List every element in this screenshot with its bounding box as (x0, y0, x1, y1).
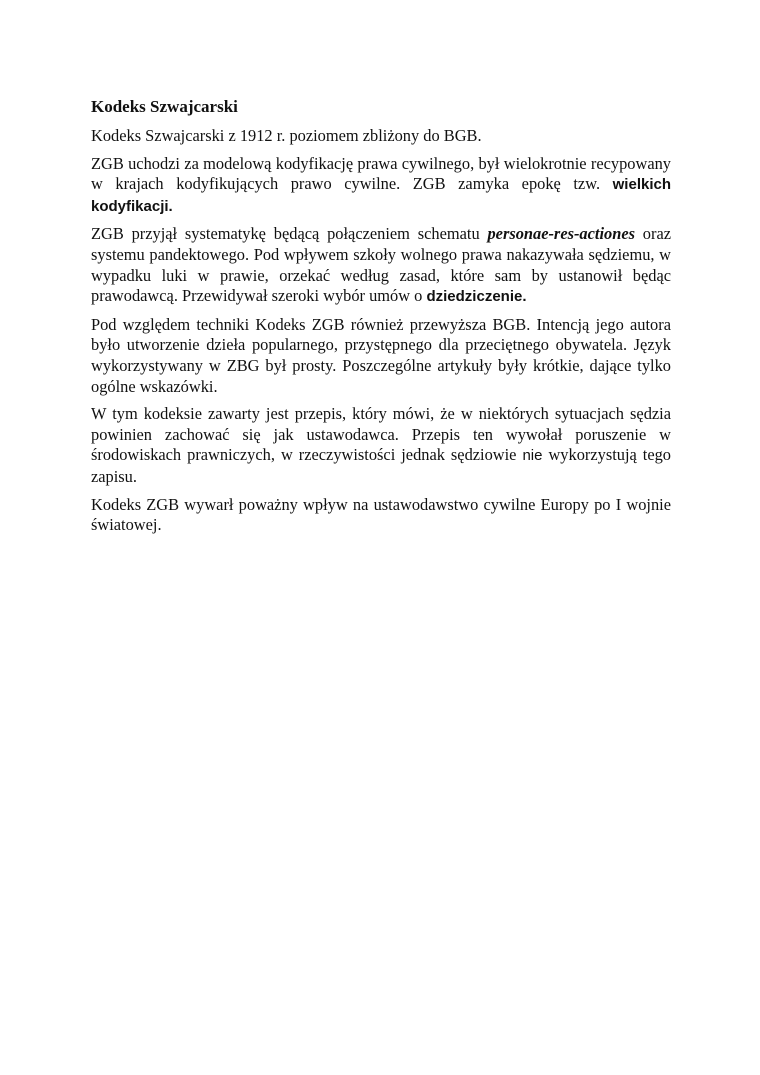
paragraph-6 (91, 495, 671, 536)
paragraph-5-text-end: wykorzystują tego zapisu. (91, 445, 671, 486)
paragraph-2 (91, 154, 671, 218)
paragraph-5-text-start: W tym kodeksie zawarty jest przepis, który mówi, że w niektórych sytuacjach sędzia powinien zachować się jak ustawodawca. Przepis ten wywołał poruszenie w środowiskach prawniczych, w rzeczywistości jednak sędziowie (91, 404, 671, 465)
paragraph-3-text-middle: oraz systemu pandektowego. Pod wpływem szkoły wolnego prawa nakazywała sędziemu, w wypadku luki w prawie, orzekać według zasad, które sam by ustanowił będąc prawodawcą. Przewidywał szeroki wybór umów o (91, 224, 671, 306)
paragraph-1-text: Kodeks Szwajcarski z 1912 r. poziomem zbliżony do BGB. (91, 126, 482, 145)
paragraph-3 (91, 224, 671, 307)
paragraph-5 (91, 404, 671, 487)
paragraph-2-text: ZGB uchodzi za modelową kodyfikację prawa cywilnego, był wielokrotnie recypowany w krajach kodyfikujących prawo cywilne. ZGB zamyka epokę tzw. (91, 153, 671, 194)
paragraph-1 (91, 126, 671, 147)
paragraph-3-term: personae-res-actiones (487, 224, 635, 244)
document-title: Kodeks Szwajcarski (91, 97, 238, 116)
paragraph-6-text: Kodeks ZGB wywarł poważny wpływ na ustawodawstwo cywilne Europy po I wojnie światowej. (91, 494, 671, 535)
paragraph-4-text: Pod względem techniki Kodeks ZGB również przewyższa BGB. Intencją jego autora było utworzenie dzieła popularnego, przystępnego dla przeciętnego obywatela. Język wykorzystywany w ZBG był prosty. Poszczególne artykuły były krótkie, dające tylko ogólne wskazówki. (91, 314, 671, 396)
paragraph-3-emphasis: dziedziczenie. (426, 288, 527, 306)
paragraph-2-emphasis: wielkich kodyfikacji. (91, 176, 671, 215)
document-page (91, 96, 671, 543)
paragraph-4 (91, 315, 671, 397)
paragraph-5-emphasis: nie (522, 447, 543, 465)
paragraph-3-text-start: ZGB przyjął systematykę będącą połączeniem schematu (91, 224, 488, 244)
